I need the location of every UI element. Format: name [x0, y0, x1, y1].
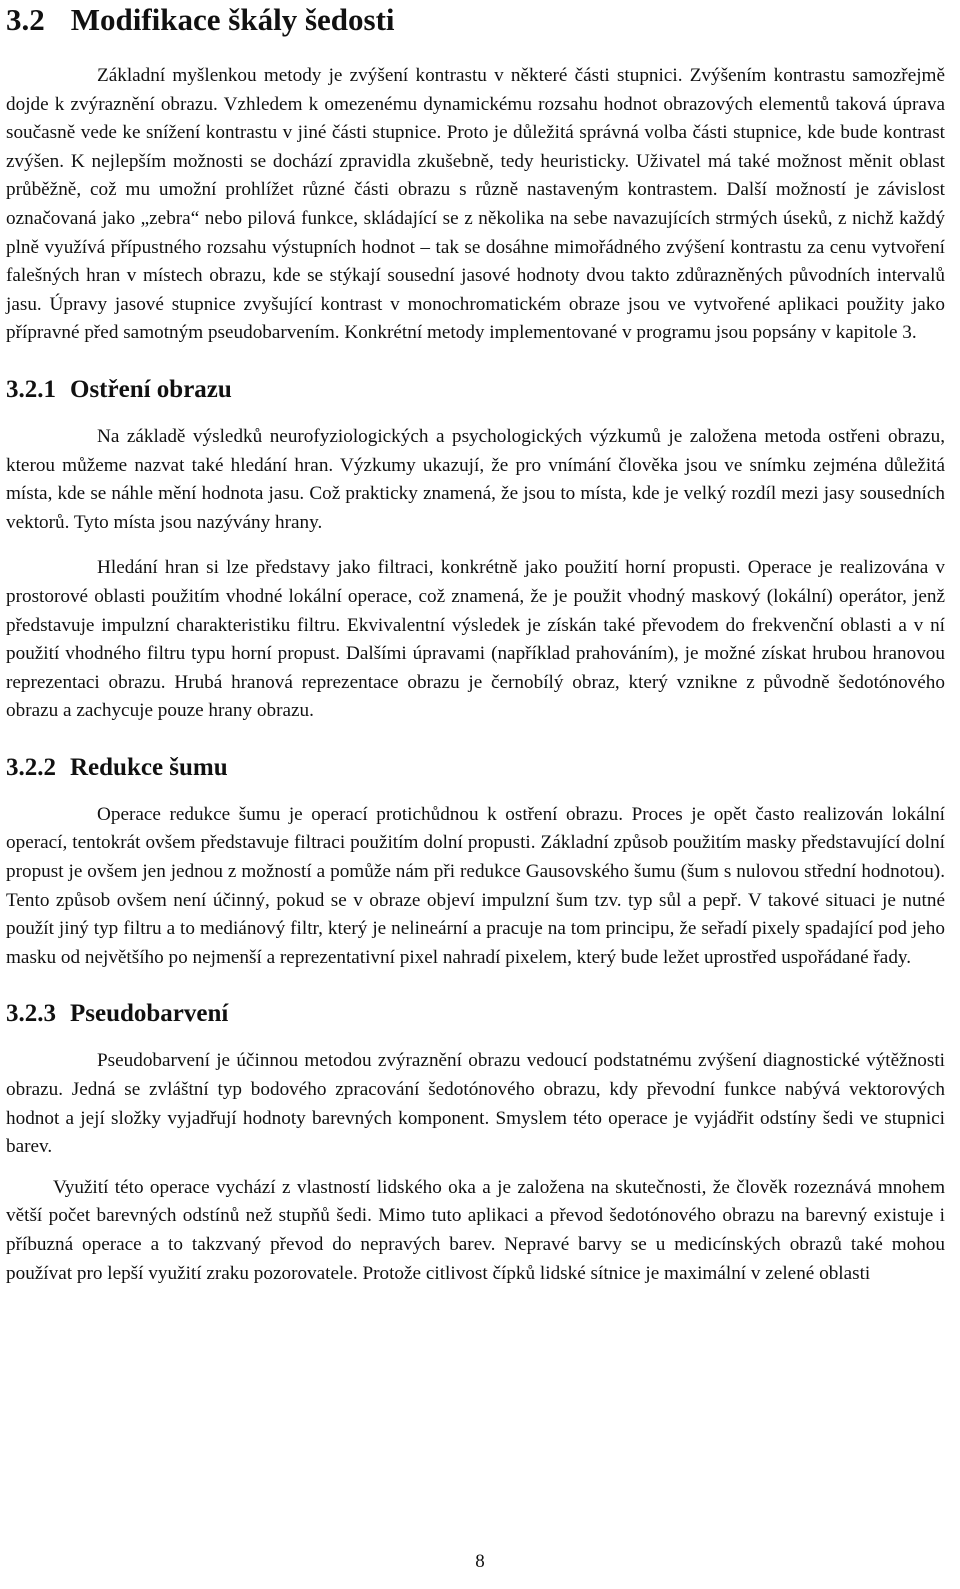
subsection-number: 3.2.1 — [6, 375, 56, 403]
section-paragraph: Základní myšlenkou metody je zvýšení kontrastu v některé části stupnici. Zvýšením kontrastu samozřejmě dojde k zvýraznění obrazu. Vzhledem k omezenému dynamickému rozsahu hodnot obrazových elementů taková úprava současně vede ke snížení kontrastu v jiné části stupnice. Proto je důležitá správná volba části stupnice, kde bude kontrast zvýšen. K nejlepším možnosti se dochází zpravidla zkušebně, tedy heuristicky. Uživatel má také možnost měnit oblast průběžně, což mu umožní prohlížet různé části obrazu s různě nastaveným kontrastem. Další možností je závislost označovaná jako „zebra“ nebo pilová funkce, skládající se z několika na sebe navazujících strmých úseků, z nichž každý plně využívá přípustného rozsahu výstupních hodnot – tak se dosáhne mimořádného zvýšení kontrastu za cenu vytvoření falešných hran v místech obrazu, kde se stýkají sousední jasové hodnoty dvou takto zdůrazněných původních intervalů jasu. Úpravy jasové stupnice zvyšující kontrast v monochromatickém obraze jsou ve vytvořené aplikaci použity jako přípravné před samotným pseudobarvením. Konkrétní metody implementované v programu jsou popsány v kapitole 3. — [6, 65, 945, 344]
document-page — [6, 0, 945, 1288]
page-number: 8 — [475, 1551, 485, 1572]
subsection-heading — [6, 998, 945, 1030]
subsection-paragraph: Hledání hran si lze představy jako filtraci, konkrétně jako použití horní propusti. Operace je realizována v prostorové oblasti použitím vhodné lokální operace, což znamená, že je použit vhodný maskový (lokální) operátor, jenž představuje impulzní charakteristiku filtru. Ekvivalentní výsledek je získán také převodem do frekvenční oblasti a v ní použití vhodného filtru typu horní propust. Dalšími úpravami (například prahováním), je možné získat hrubou hranovou reprezentaci obrazu. Hrubá hranová reprezentace obrazu je černobílý obraz, který vznikne z původně šedotónového obrazu a zachycuje pouze hrany obrazu. — [6, 557, 945, 722]
subsection-title: Ostření obrazu — [70, 375, 232, 403]
section-heading — [6, 0, 945, 40]
subsection-paragraph: Operace redukce šumu je operací protichůdnou k ostření obrazu. Proces je opět často realizován lokální operací, tentokrát ovšem představuje filtraci použitím dolní propusti. Základní způsob použitím masky představující dolní propust je ovšem jen jednou z možností a pomůže nám při redukce Gausovského šumu (šum s nulovou střední hodnotou). Tento způsob ovšem není účinný, pokud se v obraze objeví impulzní šum tzv. typ sůl a pepř. V takové situaci je nutné použít jiný typ filtru a to mediánový filtr, který je nelineární a pracuje na tom principu, že seřadí pixely spadající pod jeho masku od největšího po nejmenší a reprezentativní pixel nahradí pixelem, který bude ležet uprostřed uspořádané řady. — [6, 803, 945, 968]
subsection-number: 3.2.2 — [6, 753, 56, 781]
subsection-number: 3.2.3 — [6, 1000, 56, 1028]
subsection-heading — [6, 374, 945, 406]
section-title: Modifikace škály šedosti — [70, 2, 395, 37]
subsection-title: Pseudobarvení — [70, 1000, 229, 1028]
subsection-title: Redukce šumu — [70, 753, 228, 781]
subsection-paragraph: Využití této operace vychází z vlastností lidského oka a je založena na skutečnosti, že člověk rozeznává mnohem větší počet barevných odstínů než stupňů šedi. Mimo tuto aplikaci a převod šedotónového obrazu na barevný existuje i příbuzná operace a to takzvaný převod do nepravých barev. Nepravé barvy se u medicínských obrazů také mohou používat pro lepší využití zraku pozorovatele. Protože citlivost čípků lidské sítnice je maximální v zelené oblasti — [6, 1176, 945, 1284]
subsection-paragraph: Na základě výsledků neurofyziologických a psychologických výzkumů je založena metoda ostřeni obrazu, kterou můžeme nazvat také hledání hran. Výzkumy ukazují, že pro vnímání člověka jsou ve snímku zejména důležitá místa, kde se náhle mění hodnota jasu. Což prakticky znamená, že jsou to místa, kde je velký rozdíl mezi jasy sousedních vektorů. Tyto místa jsou nazývány hrany. — [6, 425, 945, 533]
section-number: 3.2 — [6, 2, 45, 37]
subsection-paragraph: Pseudobarvení je účinnou metodou zvýraznění obrazu vedoucí podstatnému zvýšení diagnostické výtěžnosti obrazu. Jedná se zvláštní typ bodového zpracování šedotónového obrazu, kdy převodní funkce nabývá vektorových hodnot a její složky vyjadřují hodnoty barevných komponent. Smyslem této operace je vyjádřit odstíny šedi ve stupnici barev. — [6, 1050, 945, 1158]
subsection-heading — [6, 752, 945, 784]
